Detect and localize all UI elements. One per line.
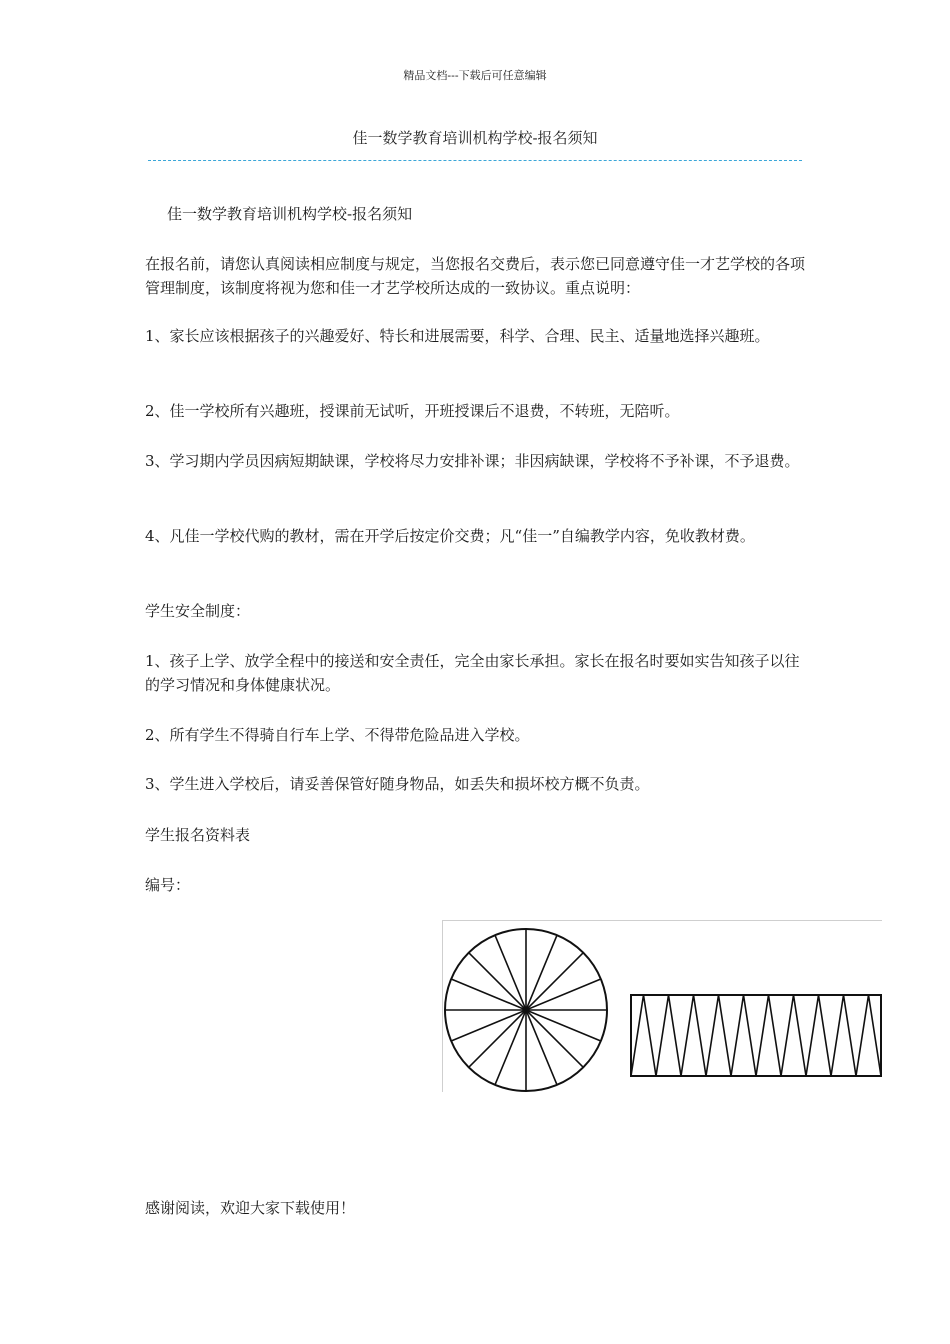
form-heading: 学生报名资料表 xyxy=(145,826,251,844)
document-subtitle: 佳一数学教育培训机构学校-报名须知 xyxy=(167,205,413,223)
rule-1: 1、家长应该根据孩子的兴趣爱好、特长和进展需要，科学、合理、民主、适量地选择兴趣班。 xyxy=(145,327,770,345)
intro-paragraph: 在报名前，请您认真阅读相应制度与规定，当您报名交费后，表示您已同意遵守佳一才艺学校的各项管理制度，该制度将视为您和佳一才艺学校所达成的一致协议。重点说明： xyxy=(145,255,806,297)
header-note: 精品文档---下载后可任意编辑 xyxy=(403,69,547,82)
zigzag-frame xyxy=(631,995,881,1076)
safety-rule-2: 2、所有学生不得骑自行车上学、不得带危险品进入学校。 xyxy=(145,726,530,744)
safety-heading: 学生安全制度： xyxy=(145,602,251,620)
zigzag-strip xyxy=(631,995,881,1076)
number-label: 编号： xyxy=(145,876,191,894)
rule-2: 2、佳一学校所有兴趣班，授课前无试听，开班授课后不退费，不转班，无陪听。 xyxy=(145,402,680,420)
rule-3: 3、学习期内学员因病短期缺课，学校将尽力安排补课；非因病缺课，学校将不予补课，不予退费。 xyxy=(145,452,800,470)
document-title: 佳一数学教育培训机构学校-报名须知 xyxy=(352,129,598,147)
safety-rule-3: 3、学生进入学校后，请妥善保管好随身物品，如丢失和损坏校方概不负责。 xyxy=(145,775,650,793)
geometry-figure-svg xyxy=(443,921,882,1092)
closing-text: 感谢阅读，欢迎大家下载使用！ xyxy=(145,1199,356,1217)
zigzag-line xyxy=(631,995,881,1076)
sectioned-circle xyxy=(445,929,607,1091)
rule-4: 4、凡佳一学校代购的教材，需在开学后按定价交费；凡“佳一”自编教学内容，免收教材费。 xyxy=(145,527,755,545)
safety-rule-1: 1、孩子上学、放学全程中的接送和安全责任，完全由家长承担。家长在报名时要如实告知孩子以往的学习情况和身体健康状况。 xyxy=(145,652,800,694)
geometry-figure xyxy=(442,920,882,1092)
title-divider xyxy=(148,160,802,161)
